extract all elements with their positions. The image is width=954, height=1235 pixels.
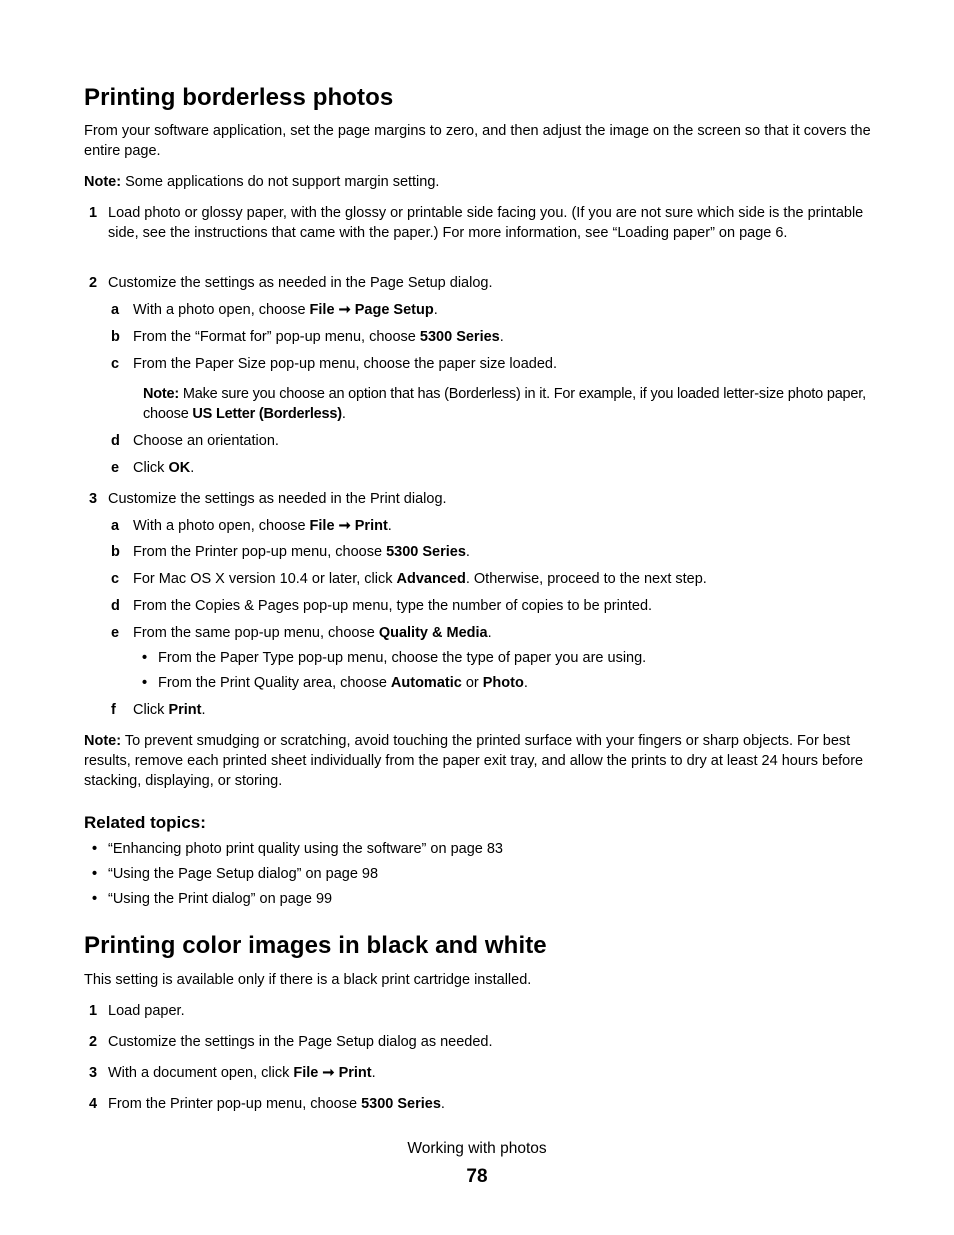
bullet-icon: • [92, 891, 98, 907]
menu-file: File [309, 518, 335, 534]
arrow-right-icon: ➞ [338, 302, 351, 318]
substep-letter: b [111, 329, 120, 345]
button-print: Print [168, 702, 202, 718]
related-link-text[interactable]: “Using the Print dialog” on page 99 [108, 891, 333, 907]
step-number: 1 [89, 205, 98, 221]
substep-text: Click [133, 460, 169, 476]
option-advanced: Advanced [396, 571, 466, 587]
related-link-text[interactable]: “Enhancing photo print quality using the software” on page 83 [108, 841, 503, 857]
footer-section-name: Working with photos [407, 1140, 547, 1157]
option-5300-series: 5300 Series [361, 1096, 441, 1112]
substep-letter: c [111, 356, 120, 372]
step-number: 4 [89, 1096, 98, 1112]
substep-letter: a [111, 518, 120, 534]
bullet-icon: • [142, 650, 148, 666]
intro-paragraph: From your software application, set the page margins to zero, and then adjust the image on the screen so that it covers the entire page. [84, 123, 871, 159]
note-text: To prevent smudging or scratching, avoid touching the printed surface with your fingers or sharp objects. For best results, remove each printed sheet individually from the paper exit tray, and allow the prints to dry at least 24 hours before stacking, displaying, or storing. [84, 733, 864, 789]
note-borderless: Note: Make sure you choose an option that has (Borderless) in it. For example, if you loaded letter-size photo paper, choose US Letter (Borderless). [143, 386, 866, 422]
note-smudging [84, 731, 874, 791]
step-text: Load paper. [108, 1003, 185, 1019]
option-automatic: Automatic [390, 675, 462, 691]
note-margin [84, 172, 874, 192]
option-quality-media: Quality & Media [378, 625, 488, 641]
substep-letter: f [111, 702, 116, 718]
menu-print: Print [338, 1065, 372, 1081]
bullet-icon: • [92, 866, 98, 882]
note-label: Note: [84, 174, 122, 190]
related-link-text[interactable]: “Using the Page Setup dialog” on page 98 [108, 866, 379, 882]
substep-text: From the Copies & Pages pop-up menu, type the number of copies to be printed. [133, 598, 653, 614]
note-text: Make sure you choose an option that has (Borderless) in it. For example, if you loaded letter-size photo paper, choose [143, 386, 866, 422]
intro-paragraph-2: This setting is available only if there is a black print cartridge installed. [84, 972, 532, 988]
substep-text: For Mac OS X version 10.4 or later, click [133, 571, 397, 587]
section-title-black-white: Printing color images in black and white [84, 932, 547, 959]
substep-text: From the same pop-up menu, choose [133, 625, 379, 641]
step-text: Customize the settings in the Page Setup dialog as needed. [108, 1034, 493, 1050]
substep-text: With a photo open, choose [133, 302, 310, 318]
step-text: Customize the settings as needed in the Page Setup dialog. [108, 275, 493, 291]
step-text: From the Printer pop-up menu, choose [108, 1096, 362, 1112]
substep-letter: a [111, 302, 120, 318]
menu-file: File [309, 302, 335, 318]
bullet-text: From the Paper Type pop-up menu, choose the type of paper you are using. [158, 650, 647, 666]
bullet-icon: • [142, 675, 148, 691]
substep-text: From the Paper Size pop-up menu, choose the paper size loaded. [133, 356, 557, 372]
substep-text: From the “Format for” pop-up menu, choose [133, 329, 420, 345]
step-number: 3 [89, 491, 98, 507]
step-text: Load photo or glossy paper, with the glossy or printable side facing you. (If you are not sure which side is the printable side, see the instructions that came with the paper.) For more information, see “Loading paper” on page 6. [108, 205, 864, 241]
arrow-right-icon: ➞ [338, 518, 351, 534]
substep-text: Choose an orientation. [133, 433, 279, 449]
button-ok: OK [168, 460, 191, 476]
note-text: Some applications do not support margin setting. [121, 174, 440, 190]
bullet-text: From the Print Quality area, choose [158, 675, 391, 691]
substep-letter: b [111, 544, 120, 560]
step-number: 2 [89, 275, 98, 291]
substep-text: With a photo open, choose [133, 518, 310, 534]
substep-text: From the Printer pop-up menu, choose [133, 544, 387, 560]
note-label: Note: [84, 733, 122, 749]
option-5300-series: 5300 Series [419, 329, 500, 345]
section-title-borderless: Printing borderless photos [84, 84, 394, 111]
bullet-icon: • [92, 841, 98, 857]
substep-letter: d [111, 598, 120, 614]
menu-file: File [293, 1065, 319, 1081]
step-text: Customize the settings as needed in the Print dialog. [108, 491, 447, 507]
substep-letter: e [111, 625, 120, 641]
step-number: 3 [89, 1065, 98, 1081]
related-topics-heading: Related topics: [84, 813, 206, 832]
substep-letter: d [111, 433, 120, 449]
step-number: 2 [89, 1034, 98, 1050]
substep-letter: e [111, 460, 120, 476]
option-5300-series: 5300 Series [386, 544, 466, 560]
page-number: 78 [466, 1166, 488, 1187]
substep-letter: c [111, 571, 120, 587]
substep-text: Click [133, 702, 169, 718]
arrow-right-icon: ➞ [322, 1065, 335, 1081]
menu-print: Print [354, 518, 388, 534]
option-us-letter-borderless: US Letter (Borderless) [192, 406, 342, 422]
step-text: With a document open, click [108, 1065, 294, 1081]
step-number: 1 [89, 1003, 98, 1019]
note-label: Note: [143, 386, 180, 402]
option-photo: Photo [482, 675, 524, 691]
menu-page-setup: Page Setup [354, 302, 434, 318]
